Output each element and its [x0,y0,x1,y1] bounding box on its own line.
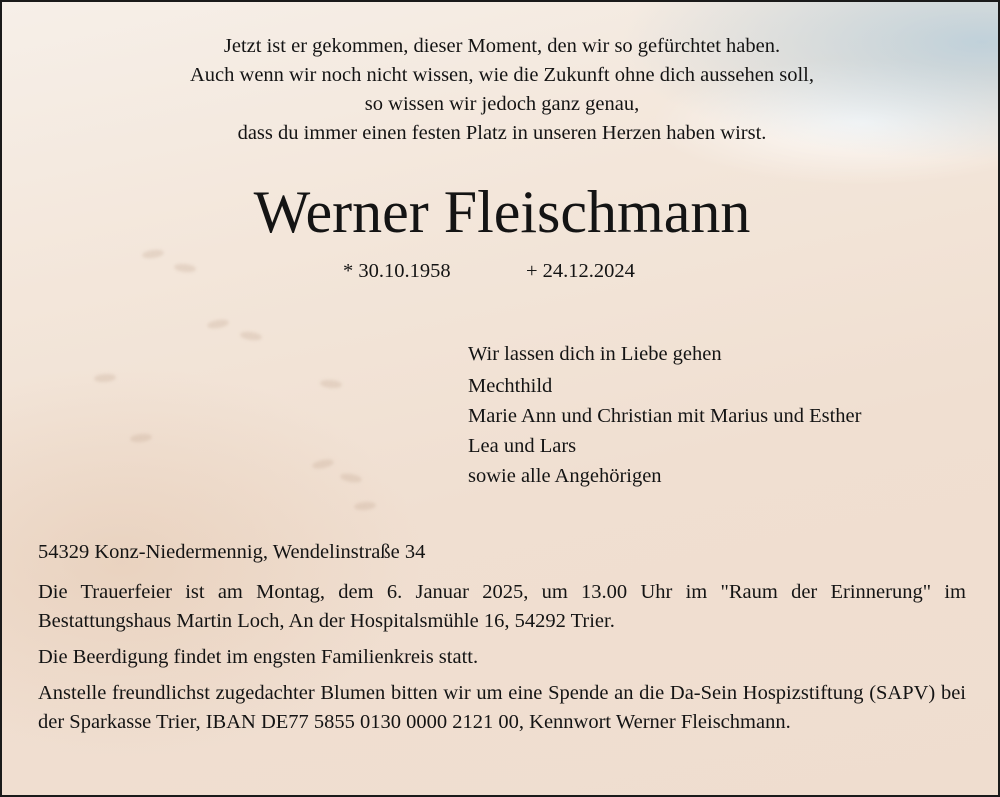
mourner-line: Marie Ann und Christian mit Marius und Esther [468,405,862,427]
verse-line: so wissen wir jedoch ganz genau, [364,93,640,115]
service-details [38,578,966,744]
mourners-block [468,339,861,491]
verse-line: Auch wenn wir noch nicht wissen, wie die Zukunft ohne dich aussehen soll, [190,64,814,86]
mourner-line: sowie alle Angehörigen [468,465,662,487]
birth-date: * 30.10.1958 [343,260,451,282]
memorial-verse [2,32,1000,148]
mourner-line: Lea und Lars [468,435,577,457]
family-address: 54329 Konz-Niedermennig, Wendelinstraße 34 [38,541,426,563]
donation-paragraph: Anstelle freundlichst zugedachter Blumen bitten wir um eine Spende an die Da-Sein Hospizstiftung (SAPV) bei der Sparkasse Trier, IBAN DE77 5855 0130 0000 2121 00, Kennwort Werner Fleischmann. [38,682,966,733]
funeral-service-paragraph: Die Trauerfeier ist am Montag, dem 6. Januar 2025, um 13.00 Uhr im "Raum der Erinnerung" im Bestattungshaus Martin Loch, An der Hospitalsmühle 16, 54292 Trier. [38,581,966,632]
deceased-name: Werner Fleischmann [253,179,751,245]
verse-line: Jetzt ist er gekommen, dieser Moment, den wir so gefürchtet haben. [223,35,781,57]
death-date: + 24.12.2024 [526,260,635,282]
burial-paragraph: Die Beerdigung findet im engsten Familienkreis statt. [38,646,479,668]
mourners-intro: Wir lassen dich in Liebe gehen [468,343,722,365]
verse-line: dass du immer einen festen Platz in unseren Herzen haben wirst. [237,122,767,144]
mourner-line: Mechthild [468,375,553,397]
